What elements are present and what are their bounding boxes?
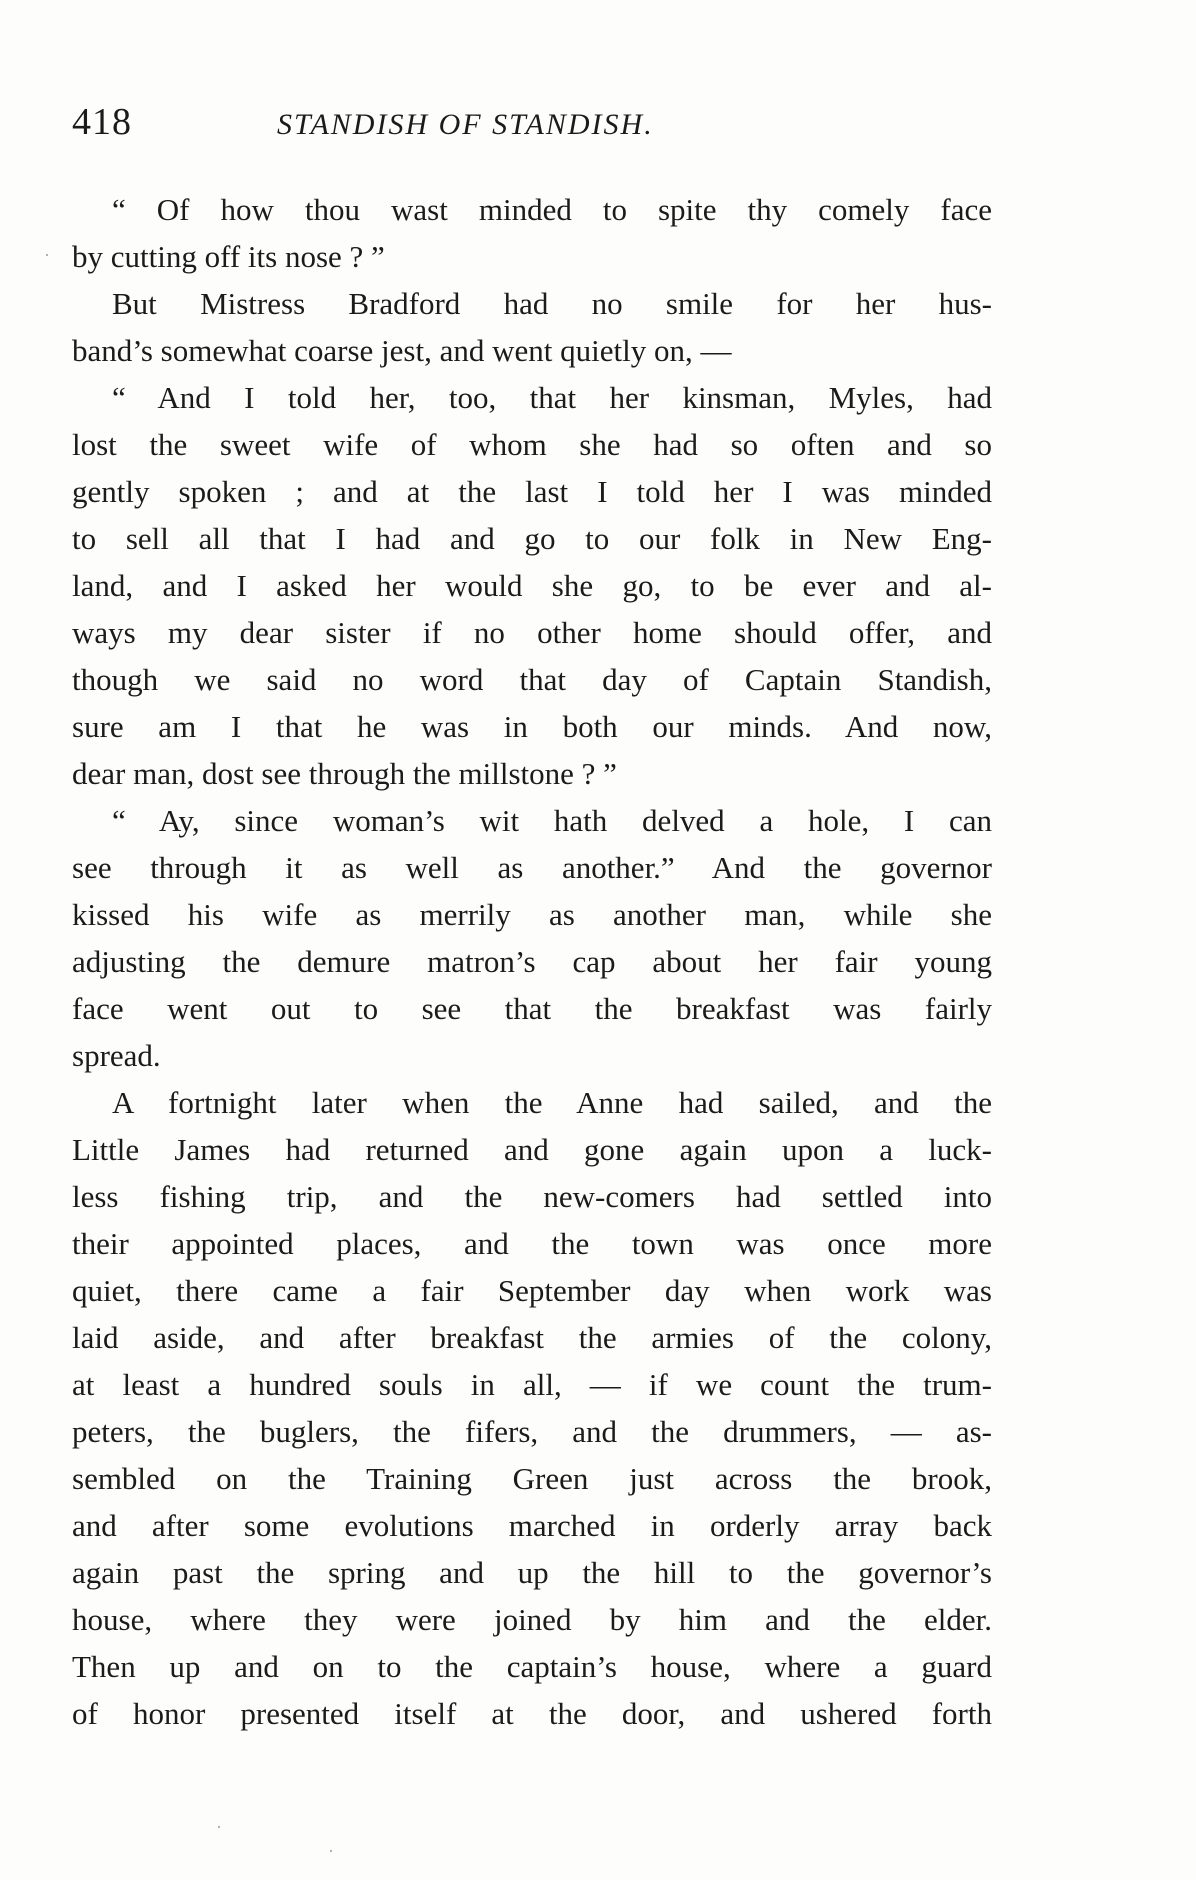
body-text <box>72 186 992 1737</box>
text-line: less fishing trip, and the new-comers had settled into <box>72 1179 992 1214</box>
text-line: “ Ay, since woman’s wit hath delved a hole, I can <box>112 803 992 838</box>
text-line: Little James had returned and gone again upon a luck- <box>72 1132 992 1167</box>
running-title: STANDISH OF STANDISH. <box>277 108 654 141</box>
text-line: house, where they were joined by him and the elder. <box>72 1602 992 1637</box>
text-line: land, and I asked her would she go, to be ever and al- <box>72 568 992 603</box>
text-line: face went out to see that the breakfast was fairly <box>72 991 992 1026</box>
paper-speck <box>46 254 48 256</box>
text-line: gently spoken ; and at the last I told her I was minded <box>72 474 992 509</box>
text-line: lost the sweet wife of whom she had so often and so <box>72 427 992 462</box>
text-line: sembled on the Training Green just across the brook, <box>72 1461 992 1496</box>
text-line: at least a hundred souls in all, — if we count the trum- <box>72 1367 992 1402</box>
text-line: But Mistress Bradford had no smile for her hus- <box>112 286 992 321</box>
text-line: Then up and on to the captain’s house, where a guard <box>72 1649 992 1684</box>
text-line: quiet, there came a fair September day when work was <box>72 1273 992 1308</box>
text-line: band’s somewhat coarse jest, and went quietly on, — <box>72 333 732 368</box>
page-number: 418 <box>72 101 132 143</box>
text-line: though we said no word that day of Captain Standish, <box>72 662 992 697</box>
text-line: spread. <box>72 1038 161 1073</box>
text-line: ways my dear sister if no other home should offer, and <box>72 615 992 650</box>
text-line: adjusting the demure matron’s cap about her fair young <box>72 944 992 979</box>
text-line: and after some evolutions marched in orderly array back <box>72 1508 992 1543</box>
text-line: “ And I told her, too, that her kinsman, Myles, had <box>112 380 992 415</box>
text-line: their appointed places, and the town was once more <box>72 1226 992 1261</box>
text-line: again past the spring and up the hill to the governor’s <box>72 1555 992 1590</box>
text-line: dear man, dost see through the millstone ? ” <box>72 756 617 791</box>
text-line: sure am I that he was in both our minds. And now, <box>72 709 992 744</box>
paper-speck <box>330 1850 332 1852</box>
paper-speck <box>218 1826 220 1828</box>
text-line: peters, the buglers, the fifers, and the drummers, — as- <box>72 1414 992 1449</box>
text-line: see through it as well as another.” And the governor <box>72 850 992 885</box>
text-line: laid aside, and after breakfast the armies of the colony, <box>72 1320 992 1355</box>
text-line: by cutting off its nose ? ” <box>72 239 385 274</box>
text-line: “ Of how thou wast minded to spite thy comely face <box>112 192 992 227</box>
text-line: kissed his wife as merrily as another man, while she <box>72 897 992 932</box>
text-line: to sell all that I had and go to our folk in New Eng- <box>72 521 992 556</box>
page-header <box>72 100 992 160</box>
text-line: A fortnight later when the Anne had sailed, and the <box>112 1085 992 1120</box>
text-line: of honor presented itself at the door, and ushered forth <box>72 1696 992 1731</box>
